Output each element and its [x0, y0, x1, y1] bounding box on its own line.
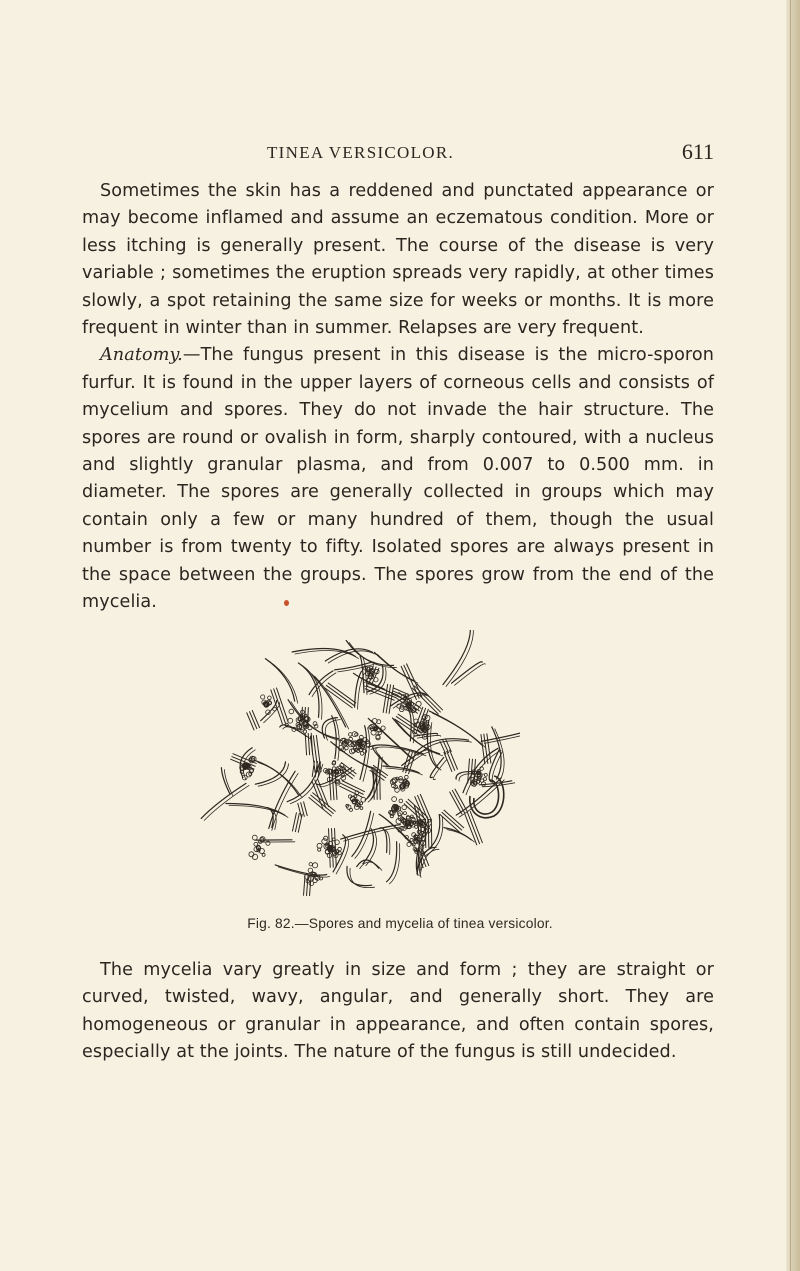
hypha-rod	[425, 819, 426, 848]
binding-gutter	[786, 0, 800, 1271]
spore	[268, 696, 272, 700]
spore	[261, 695, 265, 699]
hypha-wall	[258, 762, 302, 797]
paragraph-mycelia: The mycelia vary greatly in size and form ; they are straight or curved, twisted, wavy, angular, and generally short. They are homogeneous or granular in appearance, and often contain spores, especially at the joints. The nature of the fungus is still undecided.	[82, 960, 714, 1063]
hypha-wall	[390, 844, 400, 884]
hypha-rod	[465, 813, 477, 845]
figure-caption: Fig. 82.—Spores and mycelia of tinea versicolor.	[247, 916, 553, 931]
spore	[350, 808, 353, 811]
spore	[252, 835, 257, 840]
hypha-thread	[380, 828, 387, 853]
spore	[309, 863, 312, 866]
hypha-thread	[365, 769, 373, 800]
spore	[484, 773, 487, 776]
spore	[410, 838, 413, 841]
spore	[480, 779, 483, 782]
spore	[399, 779, 403, 783]
hypha-rod	[406, 801, 426, 820]
anatomy-run-in-heading: Anatomy.	[100, 345, 183, 366]
body-text-bottom	[82, 957, 714, 1067]
hypha-thread	[221, 768, 229, 794]
hypha-rod	[367, 683, 397, 695]
spore	[338, 847, 342, 851]
hypha-rod	[395, 697, 418, 713]
ink-fleck	[284, 600, 289, 606]
hypha-rod	[274, 689, 286, 724]
hypha-rod	[308, 733, 309, 755]
spore	[317, 843, 322, 848]
hypha-thread	[265, 659, 294, 702]
running-head	[82, 139, 714, 167]
spore	[392, 797, 397, 802]
hypha-wall	[349, 643, 396, 668]
spore	[349, 733, 353, 737]
hypha-rod	[342, 781, 365, 792]
anatomy-text: —The fungus present in this disease is the micro-sporon furfur. It is found in the upper layers of corneous cells and consists of mycelium and spores. They do not invade the hair structure. The spores are round or ovalish in form, sharply contoured, with a nucleus and slightly granular plasma, and from 0.007 to 0.500 mm. in diameter. The spores are generally collected in groups which may contain only a few or many hundred of them, though the usual number is from twenty to fifty. Isolated spores are always present in the space between the groups. The spores grow from the end of the mycelia.	[82, 345, 714, 613]
spore	[254, 842, 258, 846]
hypha-rod	[380, 770, 381, 800]
hypha-rod	[428, 819, 429, 848]
spore	[288, 718, 293, 723]
hypha-wall	[204, 785, 249, 820]
figure-spores-mycelia	[200, 630, 520, 905]
running-title: TINEA VERSICOLOR.	[267, 143, 455, 162]
hypha-rod	[247, 713, 255, 731]
hypha-rod	[455, 789, 467, 812]
hypha-rod	[431, 819, 432, 848]
spore	[415, 825, 418, 828]
spore	[407, 842, 411, 846]
hypha-rod	[408, 799, 428, 818]
spore	[303, 730, 306, 733]
binding-edge	[790, 0, 791, 1271]
hypha-wall	[417, 735, 440, 738]
hypha-rod	[311, 733, 312, 755]
hypha-thread	[360, 656, 364, 692]
body-text-top	[82, 178, 714, 617]
hypha-rod	[450, 792, 463, 815]
hypha-thread	[427, 721, 438, 769]
hypha-rod	[307, 875, 309, 896]
hypha-wall	[447, 830, 475, 842]
hypha-rod	[271, 690, 283, 725]
page-number: 611	[681, 139, 714, 164]
hypha-rod	[377, 770, 378, 800]
spore	[360, 807, 363, 810]
spore	[313, 863, 318, 868]
spore	[405, 775, 409, 779]
hypha-rod	[470, 811, 482, 843]
hypha-rod	[341, 783, 364, 794]
hypha-rod	[445, 738, 451, 751]
hypha-rod	[406, 664, 422, 698]
spore	[404, 812, 407, 815]
hypha-thread	[255, 762, 285, 784]
hypha-rod	[312, 761, 314, 777]
hook-hypha	[470, 776, 504, 818]
hypha-rod	[467, 812, 479, 844]
spore	[289, 709, 294, 714]
hypha-thread	[255, 760, 299, 795]
hypha-rod	[440, 741, 446, 754]
hypha-wall	[378, 654, 418, 683]
spore	[399, 799, 403, 803]
paragraph-symptoms: Sometimes the skin has a reddened and punctated appearance or may become inflamed and assume an eczematous condition. More or less itching is generally present. The course of the disease is very variable ; sometimes the eruption spreads very rapidly, at other times slowly, a spot retaining the same size for weeks or months. It is more frequent in winter than in summer. Relapses are very frequent.	[82, 181, 714, 339]
spore	[381, 726, 385, 730]
hypha-rod	[339, 786, 362, 797]
spore	[324, 836, 328, 840]
spore	[273, 707, 277, 711]
hypha-wall	[371, 720, 414, 760]
hypha-wall	[295, 650, 358, 658]
hypha-rod	[452, 790, 464, 813]
hypha-wall	[376, 748, 390, 767]
hypha-rod	[374, 770, 375, 800]
paragraph-anatomy	[82, 342, 714, 616]
hypha-rod	[276, 688, 288, 723]
hypha-wall	[368, 771, 376, 802]
